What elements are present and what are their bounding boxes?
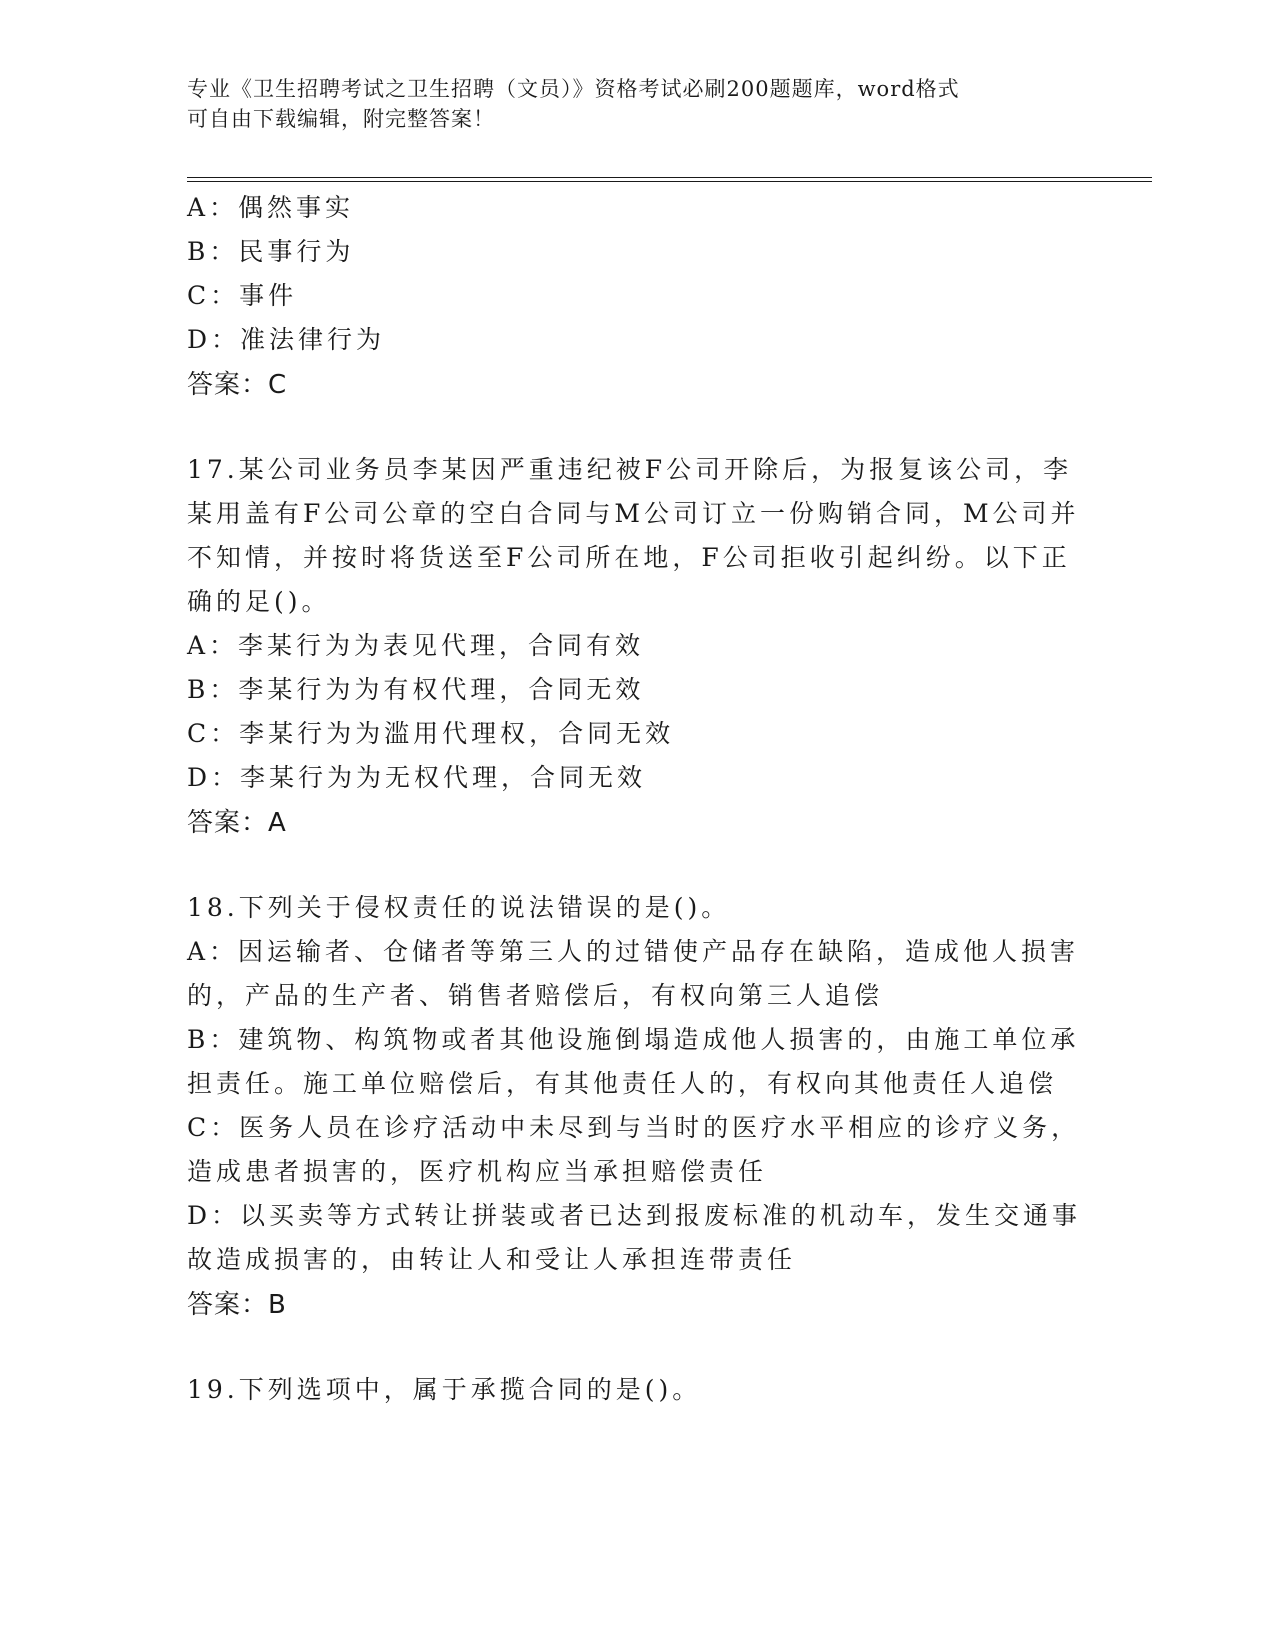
- q16-answer: 答案：C: [187, 370, 288, 400]
- q18-option-c-line-1: C：医务人员在诊疗活动中未尽到与当时的医疗水平相应的诊疗义务，: [187, 1113, 1081, 1142]
- q18-option-b-line-2: 担责任。施工单位赔偿后，有其他责任人的，有权向其他责任人追偿: [187, 1069, 1058, 1098]
- q17-option-d: D：李某行为为无权代理，合同无效: [187, 763, 647, 792]
- q16-option-b: B：民事行为: [187, 237, 355, 266]
- q17-stem-line-3: 不知情，并按时将货送至F公司所在地，F公司拒收引起纠纷。以下正: [187, 543, 1071, 572]
- q17-answer: 答案：A: [187, 808, 287, 838]
- header-title-line-2: 可自由下载编辑，附完整答案！: [187, 107, 495, 131]
- q17-option-b: B：李某行为为有权代理，合同无效: [187, 675, 645, 704]
- q17-stem-line-1: 17.某公司业务员李某因严重违纪被F公司开除后，为报复该公司，李: [187, 455, 1073, 484]
- q18-option-d-line-2: 故造成损害的，由转让人和受让人承担连带责任: [187, 1245, 797, 1274]
- header-title-line-1: 专业《卫生招聘考试之卫生招聘（文员）》资格考试必刷200题题库，word格式: [187, 77, 960, 101]
- q18-option-b-line-1: B：建筑物、构筑物或者其他设施倒塌造成他人损害的，由施工单位承: [187, 1025, 1080, 1054]
- q16-option-a: A：偶然事实: [187, 193, 355, 222]
- q17-stem-line-2: 某用盖有F公司公章的空白合同与M公司订立一份购销合同，M公司并: [187, 499, 1080, 528]
- q18-option-a-line-1: A：因运输者、仓储者等第三人的过错使产品存在缺陷，造成他人损害: [187, 937, 1080, 966]
- q17-option-c: C：李某行为为滥用代理权，合同无效: [187, 719, 675, 748]
- q17-option-a: A：李某行为为表见代理，合同有效: [187, 631, 645, 660]
- q18-option-a-line-2: 的，产品的生产者、销售者赔偿后，有权向第三人追偿: [187, 981, 884, 1010]
- q17-stem-line-4: 确的足()。: [187, 587, 331, 616]
- q18-answer: 答案：B: [187, 1290, 287, 1320]
- q19-stem-line-1: 19.下列选项中，属于承揽合同的是()。: [187, 1375, 702, 1404]
- header-rule-top: [187, 177, 1152, 178]
- q16-option-d: D：准法律行为: [187, 325, 386, 354]
- q18-option-c-line-2: 造成患者损害的，医疗机构应当承担赔偿责任: [187, 1157, 768, 1186]
- header-rule-bottom: [187, 181, 1152, 182]
- q18-option-d-line-1: D：以买卖等方式转让拼装或者已达到报废标准的机动车，发生交通事: [187, 1201, 1082, 1230]
- q16-option-c: C：事件: [187, 281, 298, 310]
- q18-stem-line-1: 18.下列关于侵权责任的说法错误的是()。: [187, 893, 731, 922]
